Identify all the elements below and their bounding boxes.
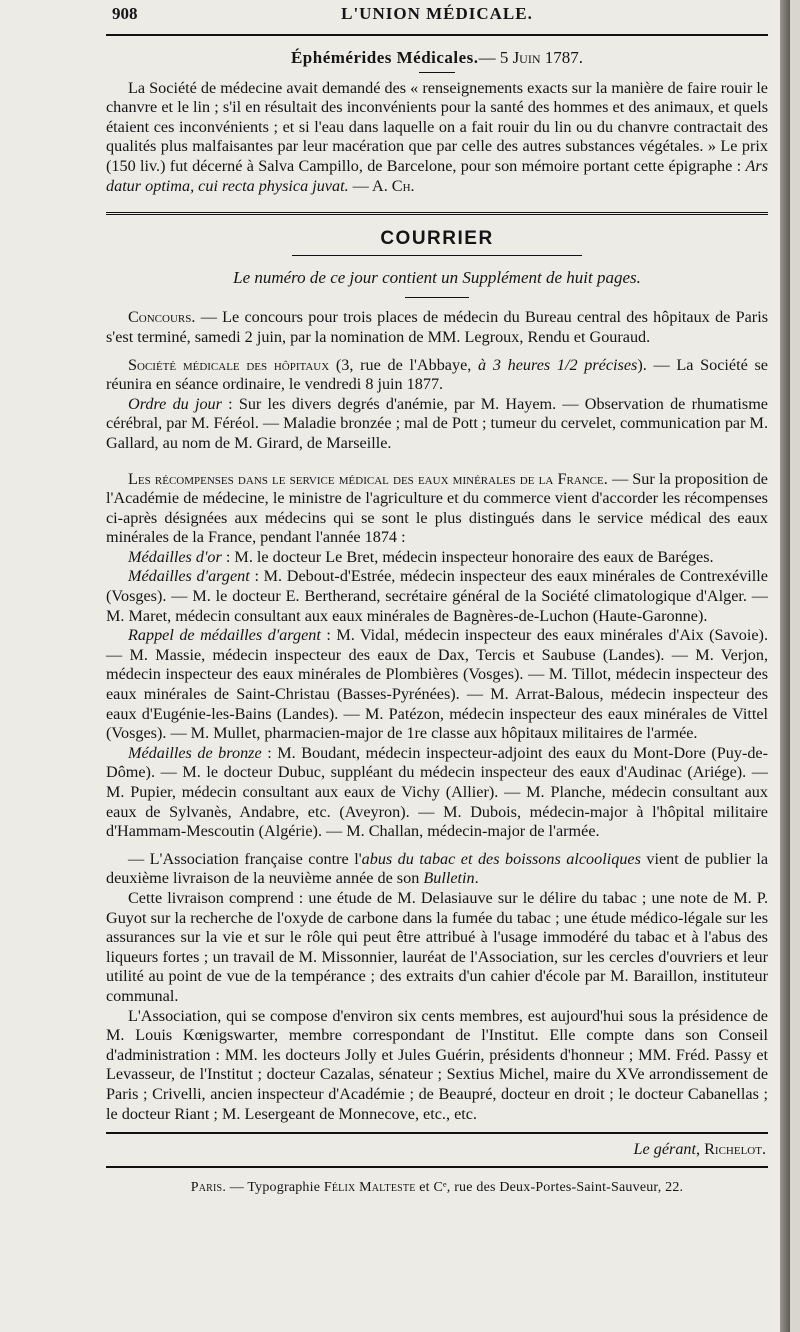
ephemerides-signature: — A. Ch. [348,176,415,195]
medailles-or-label: Médailles d'or [128,547,222,566]
tabac-association-paragraph: L'Association, qui se compose d'environ six cents membres, est aujourd'hui sous la présidence de M. Louis Kœnigswarter, membre correspondant de l'Institut. Elle compte dans son Conseil d'administration : MM. les docteurs Jolly et Jules Guérin, présidents d'honneur ; MM. Fréd. Passy et Levasseur, de l'Institut ; docteur Cazalas, sénateur ; Sextius Michel, maire du XVe arrondissement de Paris ; Crivelli, ancien inspecteur d'Académie ; de Beaupré, docteur en droit ; le docteur Cabanellas ; le docteur Riant ; M. Lesergeant de Monnecove, etc., etc. [106,1006,768,1123]
tabac-livraison-paragraph: Cette livraison comprend : une étude de M. Delasiauve sur le délire du tabac ; une note de M. P. Guyot sur la recherche de l'oxyde de carbone dans la fumée du tabac ; une étude médico-légale sur les assurances sur la vie et sur le rôle qui peut être attribué à l'usage immodéré du tabac et à l'abus des liqueurs fortes ; un travail de M. Missonnier, lauréat de l'Association, sur les cercles d'ouvriers et leur utilité au point de vue de la tempérance ; des extraits d'un cahier d'école par M. Baraillon, instituteur communal. [106,888,768,1005]
imprint-text-after: et Cᵉ, rue des Deux-Portes-Saint-Sauveur, 22. [415,1179,684,1195]
ephemerides-date-year: 1787. [540,48,584,67]
courrier-rule [292,255,582,256]
ordre-du-jour-paragraph [106,395,768,454]
signature-top-rule [106,1132,768,1134]
imprint-city: Paris. [190,1179,227,1195]
header-rule [106,34,768,36]
ephemerides-text: La Société de médecine avait demandé des « renseignements exacts sur la manière de faire rouir le chanvre et le lin ; s'il en résultait des inconvénients pour la santé des hommes et des animaux, et quels étaient ces inconvénients ; et si l'eau dans laquelle on a fait rouir du lin ou du chanvre contractait des qualités plus malfaisantes par leur macération que par celle des autres substances végétales. » Le prix (150 liv.) fut décerné à Salva Campillo, de Barcelone, pour son mémoire portant cette épigraphe : [106,78,768,175]
rappel-label: Rappel de médailles d'argent [128,626,321,645]
medailles-argent-label: Médailles d'argent [128,567,250,586]
societe-address: (3, rue de l'Abbaye, [329,355,479,374]
societe-paragraph [106,356,768,395]
societe-label: Société médicale des hôpitaux [128,355,330,374]
page-content [106,0,768,1197]
running-head [106,0,768,34]
medailles-bronze-paragraph [106,744,768,842]
recompenses-paragraph [106,470,768,548]
imprint-printer: Félix Malteste [323,1179,416,1195]
supplement-notice: Le numéro de ce jour contient un Supplément de huit pages. [233,267,641,287]
recompenses-intro: — Sur la proposition de l'Académie de médecine, le ministre de l'agriculture et du commerce vient d'accorder les récompenses ci-après désignées aux médecins qui se sont le plus distingués dans le service médical des eaux minérales de la France, pendant l'année 1874 : [106,469,768,547]
tabac-intro-italic: abus du tabac et des boissons alcooliques [361,849,641,868]
printer-imprint [106,1178,768,1198]
courrier-title: COURRIER [380,228,494,250]
gerant-label: Le gérant [633,1140,697,1159]
concours-paragraph [106,308,768,347]
recompenses-label: Les récompenses dans le service médical des eaux minérales de la France. [128,469,608,488]
page-number: 908 [112,4,138,23]
tabac-intro-end: . [474,869,479,888]
medailles-bronze-label: Médailles de bronze [128,743,262,762]
gerant-name: , Richelot. [696,1140,766,1159]
ephemerides-paragraph [106,79,768,197]
ephemerides-title: Éphémérides Médicales. [290,48,479,67]
societe-text: ). — La Société se réunira en séance ordinaire, le vendredi 8 juin 1877. [106,355,768,394]
societe-time: à 3 heures 1/2 précises [478,355,638,374]
medailles-or-paragraph [106,548,768,568]
tabac-bulletin: Bulletin [423,869,475,888]
concours-text: — Le concours pour trois places de médecin du Bureau central des hôpitaux de Paris s'est terminé, samedi 2 juin, par la nomination de MM. Legroux, Rendu et Gouraud. [106,308,768,346]
rappel-paragraph [106,626,768,744]
tabac-intro-paragraph [106,850,768,889]
concours-label: Concours. [128,308,196,327]
ordre-label: Ordre du jour [128,394,222,413]
ephemerides-heading [106,48,768,68]
medailles-or-text: : M. le docteur Le Bret, médecin inspecteur honoraire des eaux de Baréges. [221,547,714,566]
imprint-text-before: — Typographie [226,1179,324,1195]
rappel-text: : M. Vidal, médecin inspecteur des eaux minérales d'Aix (Savoie). — M. Massie, médecin inspecteur des eaux de Dax, Tercis et Saubuse (Landes). — M. Verjon, médecin inspecteur des eaux minérales de Plombières (Vosges). — M. Tillot, médecin inspecteur des eaux minérales de Saint-Christau (Basses-Pyrénées). — M. Arrat-Balous, médecin inspecteur des eaux d'Eugénie-les-Bains (Landes). — M. Patézon, médecin inspecteur des eaux minérales de Vittel (Vosges). — M. Mullet, pharmacien-major de 1re classe aux hôpitaux militaires de l'armée. [106,626,768,743]
ephemerides-date-prefix: — 5 [478,48,513,67]
tabac-intro-before: — L'Association française contre l' [128,849,362,868]
ordre-text: : Sur les divers degrés d'anémie, par M. Hayem. — Observation de rhumatisme cérébral, par M. Féréol. — Maladie bronzée ; mal de Pott ; tumeur du cervelet, communication par M. Gallard, au nom de M. Girard, de Marseille. [106,394,768,452]
medailles-argent-paragraph [106,567,768,626]
medailles-bronze-text: : M. Boudant, médecin inspecteur-adjoint des eaux du Mont-Dore (Puy-de-Dôme). — M. le docteur Dubuc, suppléant du médecin inspecteur des eaux d'Audinac (Ariége). — M. Pupier, médecin consultant aux eaux de Vichy (Allier). — M. Planche, médecin consultant aux eaux de Sylvanès, Andabre, etc. (Aveyron). — M. Dubois, médecin-major à l'hôpital militaire d'Hammam-Mescoutin (Algérie). — M. Challan, médecin-major de l'armée. [106,743,768,841]
supplement-rule [405,297,469,298]
ephemerides-date-month: Juin [512,48,541,67]
ephemerides-rule [419,72,455,73]
signature-bottom-rule [106,1166,768,1168]
gerant-signature [106,1140,766,1160]
ephemerides-epigraph: Ars datur optima, cui recta physica juvat. [106,156,768,195]
tabac-intro-after: vient de publier la deuxième livraison de la neuvième année de son [106,849,769,888]
medailles-argent-text: : M. Debout-d'Estrée, médecin inspecteur des eaux minérales de Contrexéville (Vosges). — M. le docteur E. Bertherand, secrétaire général de la Société climatologique d'Alger. — M. Maret, médecin consultant aux eaux minérales de Bagnères-de-Luchon (Haute-Garonne). [106,567,768,625]
journal-title: L'UNION MÉDICALE. [341,4,533,23]
section-divider [106,212,768,215]
page-edge [780,0,790,1332]
